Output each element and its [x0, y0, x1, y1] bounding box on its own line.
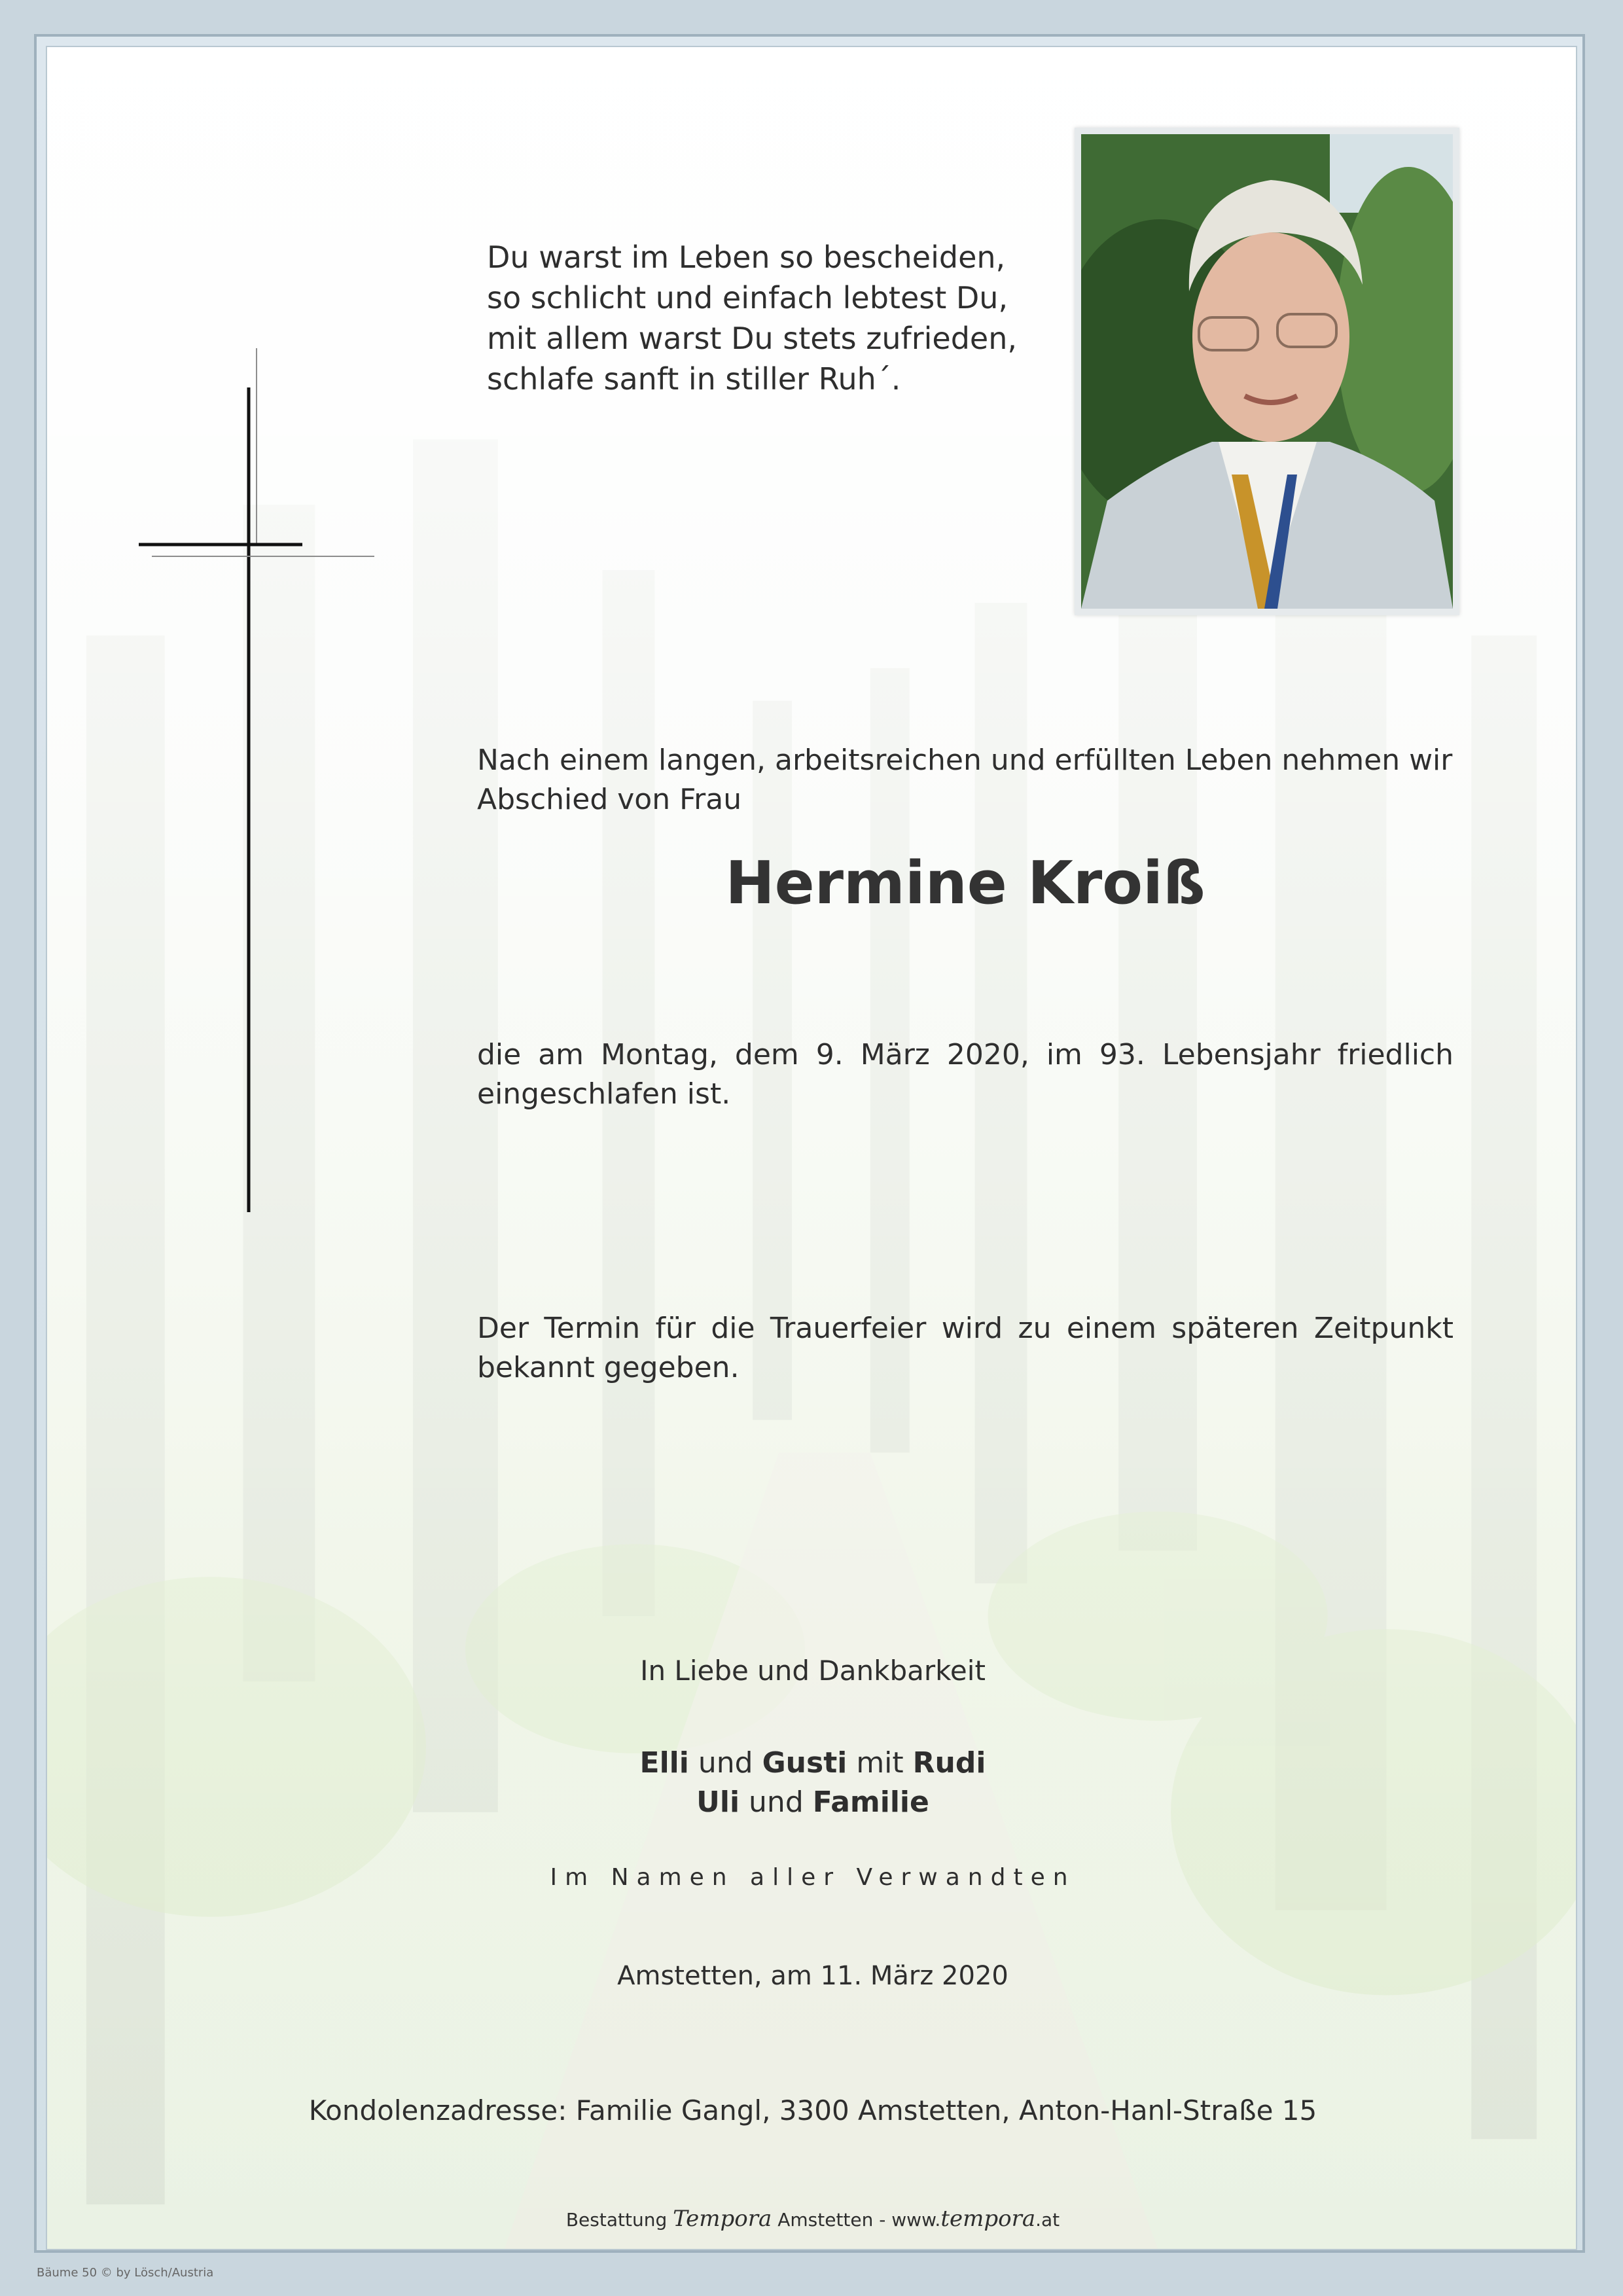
portrait-photo [1075, 128, 1459, 615]
closing-line: In Liebe und Dankbarkeit [640, 1655, 986, 1687]
family-conjunction: mit [856, 1746, 904, 1780]
family-name: Rudi [912, 1746, 986, 1780]
family-line-1 [47, 1746, 1577, 1780]
place-date: Amstetten, am 11. März 2020 [617, 1961, 1008, 1991]
background-credit: Bäume 50 © by Lösch/Austria [37, 2266, 214, 2280]
condolence-address: Kondolenzadresse: Familie Gangl, 3300 Amstetten, Anton-Hanl-Straße 15 [308, 2094, 1317, 2126]
death-statement: die am Montag, dem 9. März 2020, im 93. Lebensjahr friedlich eingeschlafen ist. [477, 1038, 1454, 1111]
relatives-line: Im Namen aller Verwandten [550, 1864, 1076, 1891]
family-conjunction: und [698, 1746, 753, 1780]
family-name: Elli [639, 1746, 689, 1780]
family-name: Gusti [762, 1746, 847, 1780]
obituary-sheet [46, 46, 1577, 2250]
footer-domain: tempora [940, 2206, 1036, 2232]
ceremony-note: Der Termin für die Trauerfeier wird zu einem späteren Zeitpunkt bekannt gegeben. [477, 1312, 1454, 1384]
intro-text: Nach einem langen, arbeitsreichen und erfüllten Leben nehmen wir Abschied von Frau [477, 744, 1453, 816]
footer-brand: Tempora [673, 2206, 772, 2232]
footer-prefix: Bestattung [565, 2209, 668, 2231]
cross-icon [139, 348, 374, 1219]
poem: Du warst im Leben so bescheiden, so schlicht und einfach lebtest Du, mit allem warst Du stets zufrieden, schlafe sanft in stiller Ruh´. [487, 240, 1017, 397]
footer-suffix: Amstetten - www. [777, 2209, 941, 2231]
family-name: Familie [812, 1785, 929, 1819]
family-conjunction: und [749, 1785, 804, 1819]
footer-tld: .at [1035, 2209, 1060, 2231]
deceased-name: Hermine Kroiß [725, 849, 1205, 918]
footer [47, 2206, 1577, 2232]
family-line-2 [47, 1785, 1577, 1819]
family-name: Uli [696, 1785, 740, 1819]
